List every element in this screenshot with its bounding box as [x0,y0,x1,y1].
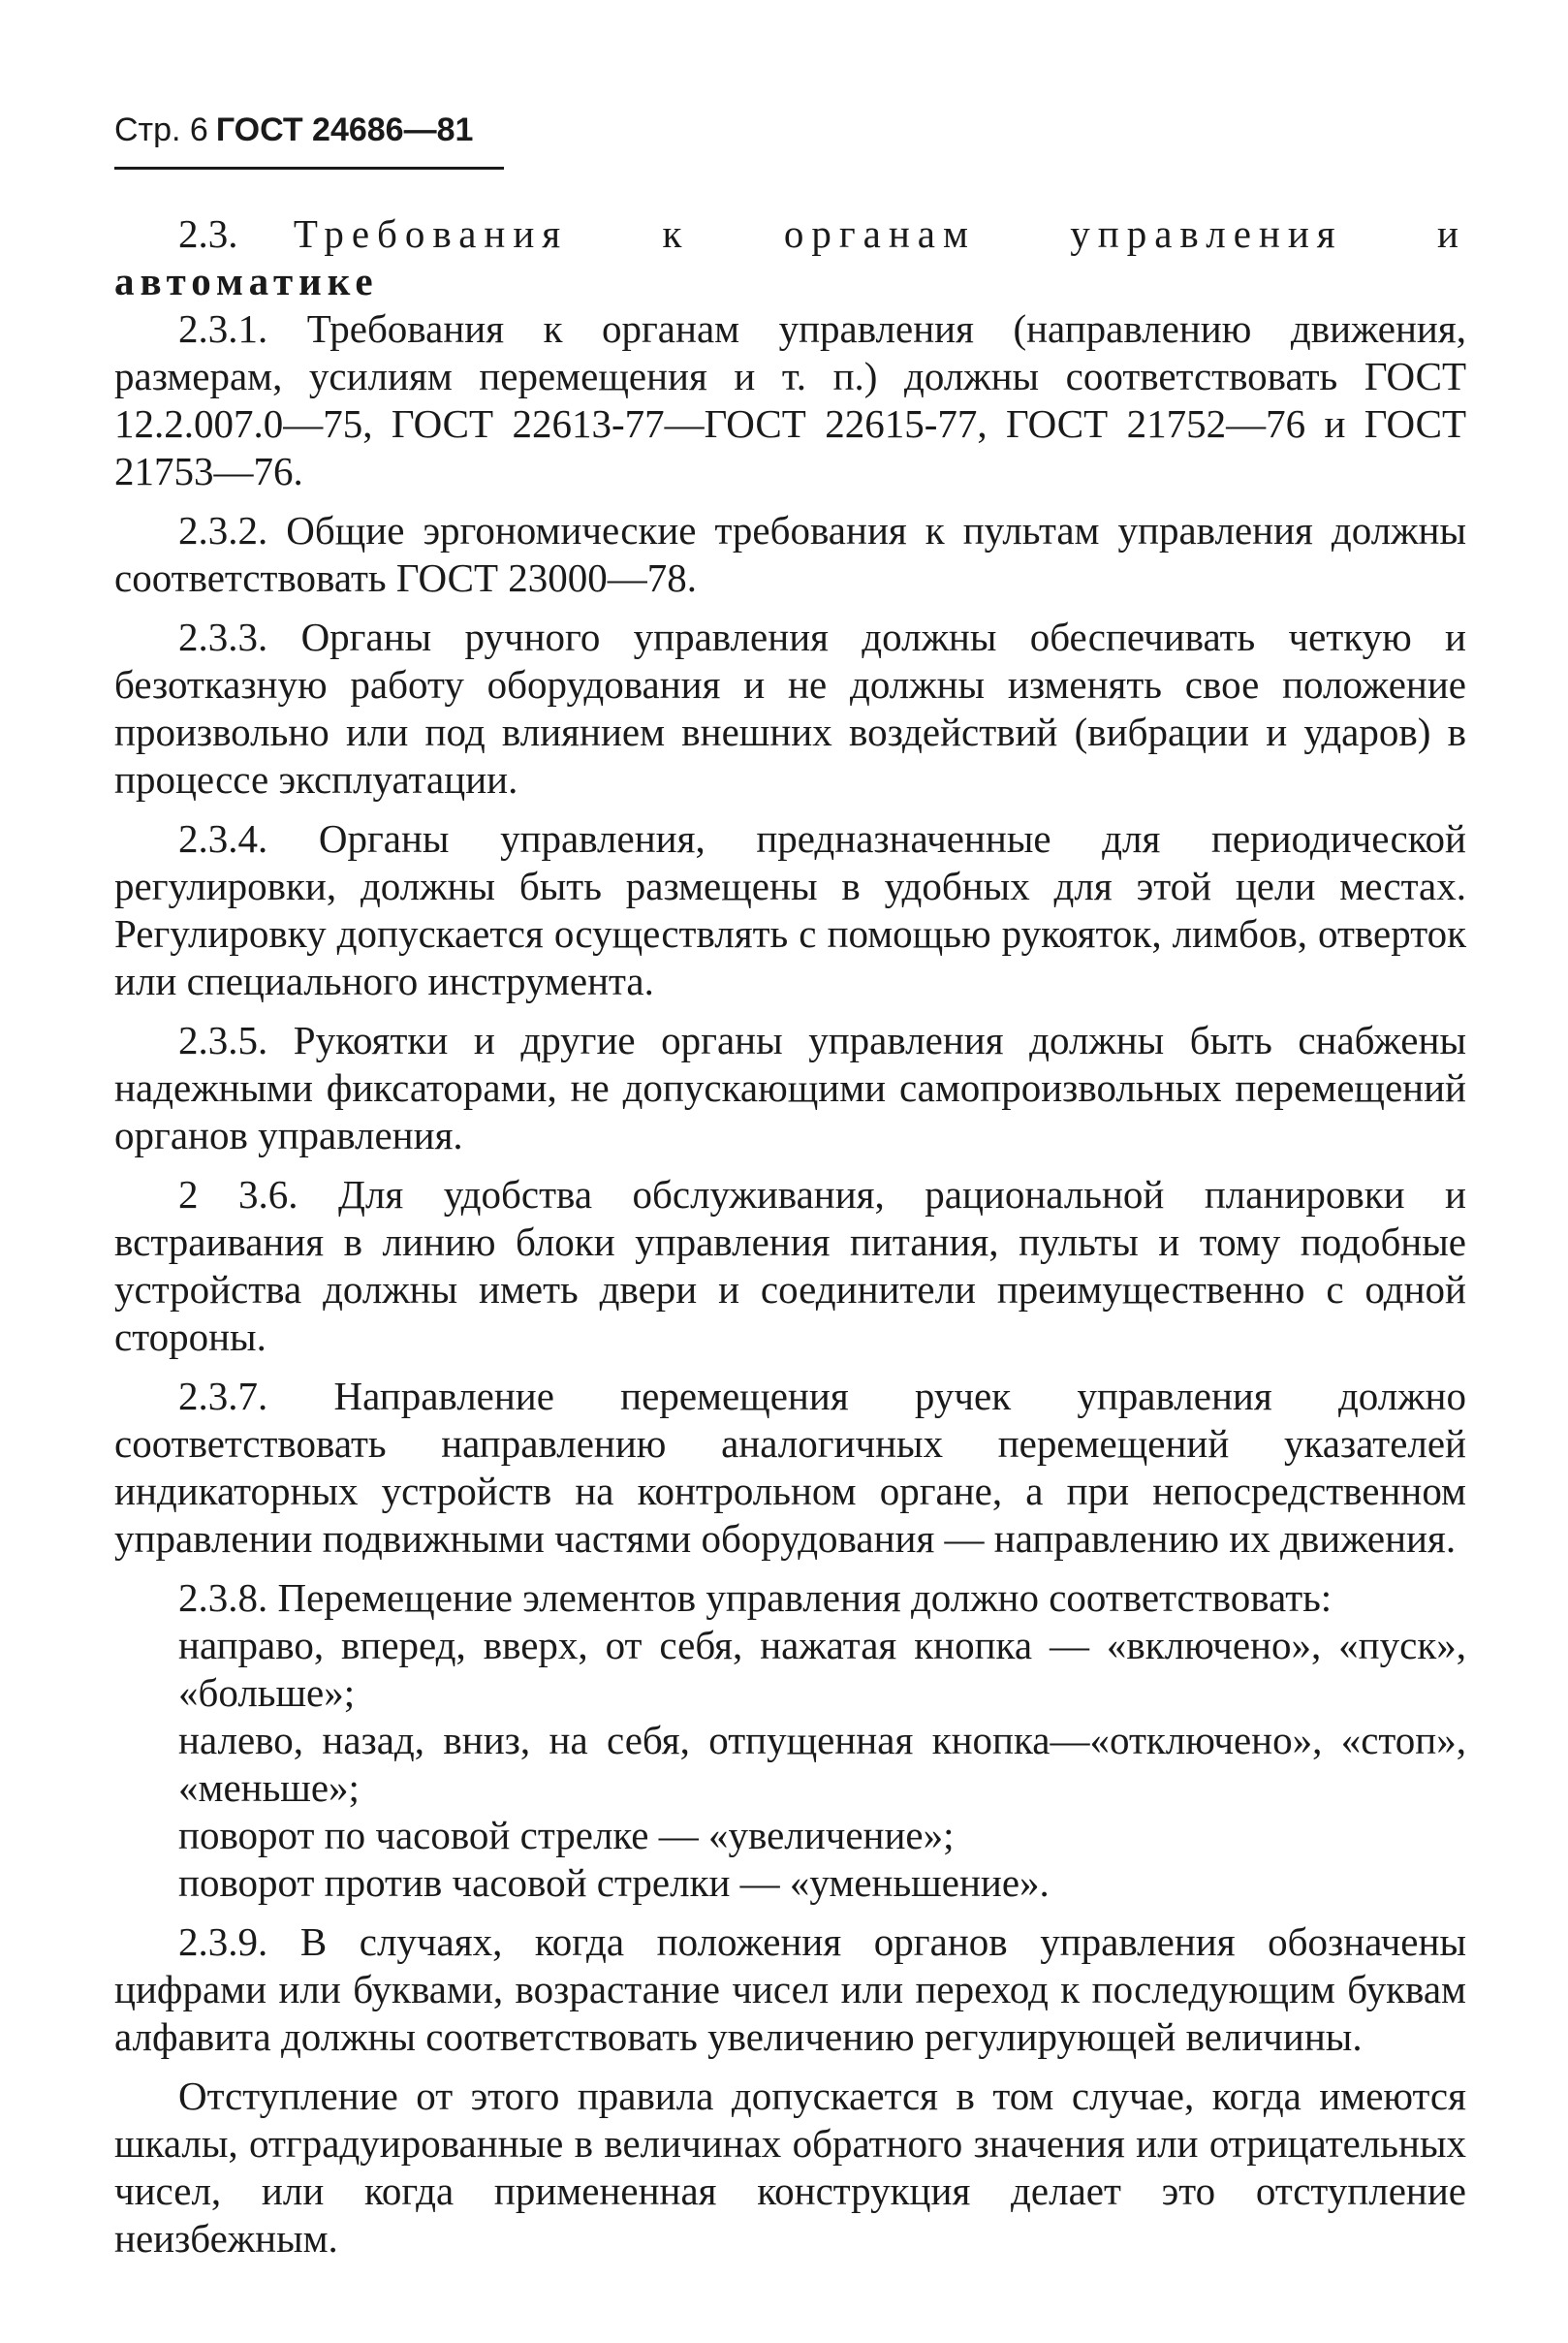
paragraph-2-3-9: 2.3.9. В случаях, когда положения органов управления обозначены цифрами или буквами, возрастание чисел или переход к последующим буквам алфавита должны соответствовать увеличению регулирующей величины. [114,1919,1466,2059]
section-heading [114,210,1466,258]
document-body [114,210,1466,2263]
paragraph-2-3-8: 2.3.8. Перемещение элементов управления должно соответствовать: [178,1575,1333,1620]
section-heading-word: и [1437,211,1466,256]
page-header [114,107,1466,153]
paragraph-2-3-5: 2.3.5. Рукоятки и другие органы управления должны быть снабжены надежными фиксаторами, не допускающими самопроизвольных перемещений органов управления. [114,1018,1466,1157]
paragraph-2-3-1: 2.3.1. Требования к органам управления (направлению движения, размерам, усилиям перемещения и т. п.) должны соответствовать ГОСТ 12.2.007.0—75, ГОСТ 22613-77—ГОСТ 22615-77, ГОСТ 21752—76 и ГОСТ 21753—76. [114,306,1466,493]
document-page [114,107,1466,2263]
section-heading-word: органам [783,211,976,256]
paragraph-2-3-6: 2 3.6. Для удобства обслуживания, рациональной планировки и встраивания в линию блоки управления питания, пульты и тому подобные устройства должны иметь двери и соединители преимущественно с одной стороны. [114,1172,1466,1359]
list-item: поворот по часовой стрелке — «увеличение»; [178,1813,955,1857]
list-item [114,1622,1466,1717]
list-item [114,1717,1466,1812]
list-item-text: налево, назад, вниз, на себя, отпущенная кнопка—«отключено», «стоп», «меньше»; [178,1718,1466,1810]
page-number: Стр. 6 [114,111,208,148]
paragraph-2-3-4: 2.3.4. Органы управления, предназначенные для периодической регулировки, должны быть размещены в удобных для этой цели местах. Регулировку допускается осуществлять с помощью рукояток, лимбов, отверток или специального инструмента. [114,816,1466,1003]
paragraph-2-3-3: 2.3.3. Органы ручного управления должны обеспечивать четкую и безотказную работу оборудования и не должны изменять свое положение произвольно или под влиянием внешних воздействий (вибрации и ударов) в процессе эксплуатации. [114,615,1466,802]
section-heading-word: 2.3. [178,211,238,256]
section-heading-word: к [662,211,690,256]
list-item-text: направо, вперед, вверх, от себя, нажатая кнопка — «включено», «пуск», «больше»; [178,1623,1466,1715]
paragraph-2-3-2: 2.3.2. Общие эргономические требования к пультам управления должны соответствовать ГОСТ 23000—78. [114,508,1466,600]
section-heading-word: Требования [293,211,569,256]
section-heading-end: автоматике [114,259,379,303]
section-heading-word: управления [1070,211,1343,256]
list-item: поворот против часовой стрелки — «уменьшение». [178,1860,1050,1905]
standard-code: ГОСТ 24686—81 [215,111,474,148]
paragraph-exception: Отступление от этого правила допускается в том случае, когда имеются шкалы, отградуированные в величинах обратного значения или отрицательных чисел, или когда примененная конструкция делает это отступление неизбежным. [114,2074,1466,2261]
paragraph-2-3-7: 2.3.7. Направление перемещения ручек управления должно соответствовать направлению аналогичных перемещений указателей индикаторных устройств на контрольном органе, а при непосредственном управлении подвижными частями оборудования — направлению их движения. [114,1374,1466,1561]
header-rule [114,167,504,170]
